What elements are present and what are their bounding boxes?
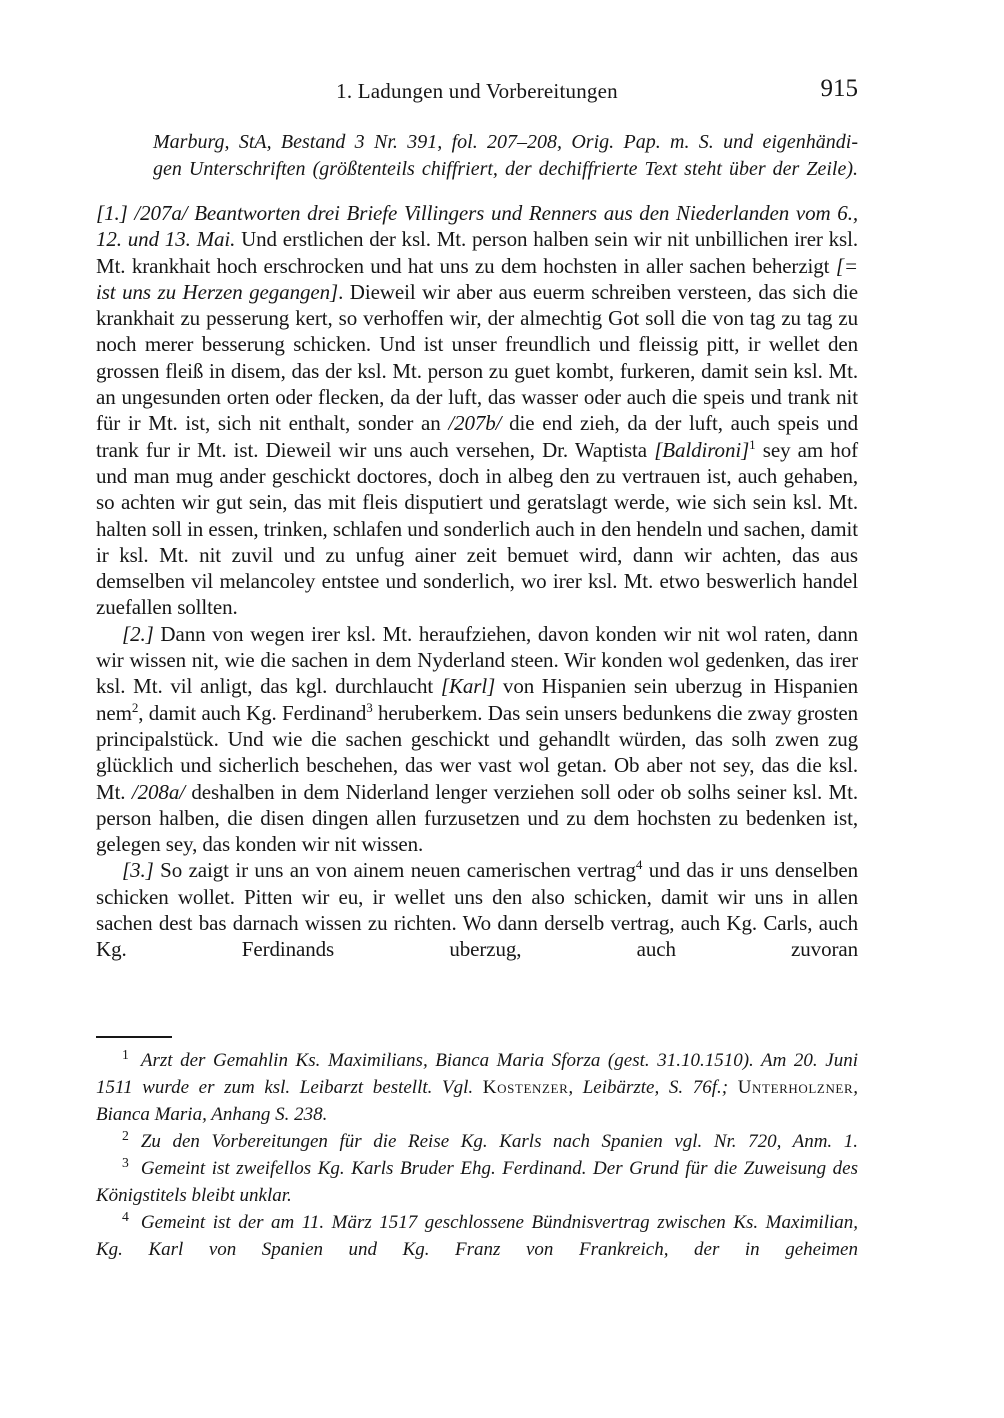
text-segment: Zu den Vorbereitungen für die Reise Kg. Karls nach Spanien vgl. Nr. 720, Anm. 1. (140, 1131, 858, 1152)
text-segment: Marburg, StA, Bestand 3 Nr. 391, fol. 207–208, Orig. Pap. m. S. und eigenhändi- (153, 131, 858, 153)
text-segment: sey am hof und man mug ander geschickt doctores, doch in albeg den zu vertrauen ist, auch gehaben, so achten wir gut sein, das mit fleis disputiert und geratslagt werde, wie sich sein ksl. Mt. halten soll in essen, trinken, schlafen und sonderlich auch in den hendeln und sachen, damit ir ksl. Mt. nit zuvil und zu unfug ainer zeit bemuet wird, dann wir achten, das aus demselben vil melancoley entstee und sonderlich, wo irer ksl. Mt. etwo beswerlich handel zuefallen sollten. (96, 437, 859, 620)
text-segment: Gemeint ist der am 11. März 1517 geschlossene Bündnisvertrag zwischen Ks. Maximilian, Kg. Karl von Spanien und Kg. Franz von Frankreich, der in geheimen (96, 1212, 858, 1260)
footnote-1 (96, 1047, 858, 1128)
footnote-4 (96, 1209, 858, 1263)
text-segment: Dann von wegen irer ksl. Mt. heraufziehen, davon konden wir nit wol raten, dann wir wissen nit, wie die sachen in dem Nyderland steen. Wir konden wol gedenken, das irer ksl. Mt. vil anligt, das kgl. durchlaucht (96, 621, 858, 699)
footnote-2 (96, 1128, 858, 1155)
text-segment: /208a/ (131, 779, 185, 804)
text-segment: , Leibärzte, S. 76f.; (568, 1077, 738, 1098)
footnote-ref: 3 (366, 699, 373, 715)
text-segment: Und erstlichen der ksl. Mt. person halben sein wir nit unbillichen irer ksl. Mt. krankhait hoch erschrocken und hat uns zu dem hochsten in aller sachen beherzigt (96, 227, 858, 278)
footnote-ref: 1 (749, 436, 756, 452)
footnote-number: 2 (122, 1127, 129, 1143)
text-segment: Kostenzer (482, 1077, 569, 1098)
text-segment: gen Unterschriften (größtenteils chiffriert, der dechiffrierte Text steht über der Zeile). (153, 158, 858, 180)
footnote-number: 4 (122, 1208, 129, 1224)
footnote-ref: 2 (131, 699, 139, 715)
document-body (96, 200, 858, 963)
section-heading: 1. Ladungen und Vorbereitungen (336, 79, 618, 103)
text-segment: So zaigt ir uns an von ainem neuen camerischen vertrag (153, 858, 636, 883)
text-segment: [3.] (122, 858, 154, 883)
text-segment: [Baldironi] (654, 437, 750, 462)
body-paragraph-1 (96, 200, 858, 621)
footnote-separator (96, 1036, 172, 1038)
body-paragraph-3 (96, 857, 858, 962)
footnote-number: 3 (122, 1154, 129, 1170)
footnote-area (96, 1036, 858, 1263)
body-paragraph-2 (96, 621, 858, 858)
text-segment: [1.] /207a/ Beantworten drei Briefe Villingers und Renners aus den Niederlanden vom 6., 12. und 13. Mai. (96, 201, 858, 252)
text-segment: [2.] (122, 621, 154, 646)
text-segment: Unterholzner (737, 1077, 854, 1098)
text-segment: , Bianca Maria, Anhang S. 238. (96, 1077, 858, 1125)
text-segment: Arzt der Gemahlin Ks. Maximilians, Bianca Maria Sforza (gest. 31.10.1510). Am 20. Juni 1511 wurde er zum ksl. Leibarzt bestellt. Vgl. (96, 1050, 858, 1098)
footnote-number: 1 (122, 1046, 129, 1062)
text-segment: . Dieweil wir aber aus euerm schreiben versteen, das sich die krankhait zu pesserung kert, so verhoffen wir, der almechtig Got soll die von tag zu tag zu noch merer besserung schicken. Und ist unser freundlich und fleissig pitt, ir wellet den grossen fleiß in disem, das der ksl. Mt. person zu guet kombt, furkeren, damit sein ksl. Mt. an ungesunden orten oder flecken, da der luft, das wasser oder auch die speis und trank nit für ir Mt. ist, sich nit enthalt, sonder an (96, 279, 858, 436)
text-segment: heruberkem. Das sein unsers bedunkens die zway grosten principalstück. Und wie die sachen geschickt und gehandlt würden, das solh zwen zug glücklich und sicherlich beschehen, das wer vast wol getan. Ob aber not sey, das die ksl. Mt. (96, 700, 858, 804)
text-segment: deshalben in dem Niderland lenger verziehen soll oder ob solhs seiner ksl. Mt. person halben, die disen dingen allen furzusetzen und zu dem hochsten zu bedenken ist, gelegen sey, das konden wir nit wissen. (96, 779, 858, 857)
text-segment: [= ist uns zu Herzen gegangen] (96, 253, 858, 304)
footnote-ref: 4 (635, 857, 643, 873)
text-segment: Gemeint ist zweifellos Kg. Karls Bruder Ehg. Ferdinand. Der Grund für die Zuweisung des Königstitels bleibt unklar. (96, 1158, 858, 1206)
source-citation (153, 129, 858, 183)
text-segment: [Karl] (440, 674, 496, 699)
running-header (96, 75, 858, 104)
text-segment: die end zieh, da der luft, auch speis und trank fur ir Mt. ist. Dieweil wir uns auch versehen, Dr. Waptista (96, 411, 858, 462)
footnote-3 (96, 1155, 858, 1209)
text-segment: von Hispanien sein uberzug in Hispanien nem (96, 674, 858, 725)
text-segment: und das ir uns denselben schicken wollet. Pitten wir eu, ir wellet uns den also schicken, damit wir uns in allen sachen dest bas darnach wissen zu richten. Wo dann derselb vertrag, auch Kg. Carls, auch Kg. Ferdinands uberzug, auch zuvoran (96, 858, 858, 962)
page-number: 915 (820, 75, 858, 102)
footnote-list (96, 1047, 858, 1263)
text-segment: /207b/ (448, 411, 502, 436)
text-segment: , damit auch Kg. Ferdinand (138, 700, 367, 725)
